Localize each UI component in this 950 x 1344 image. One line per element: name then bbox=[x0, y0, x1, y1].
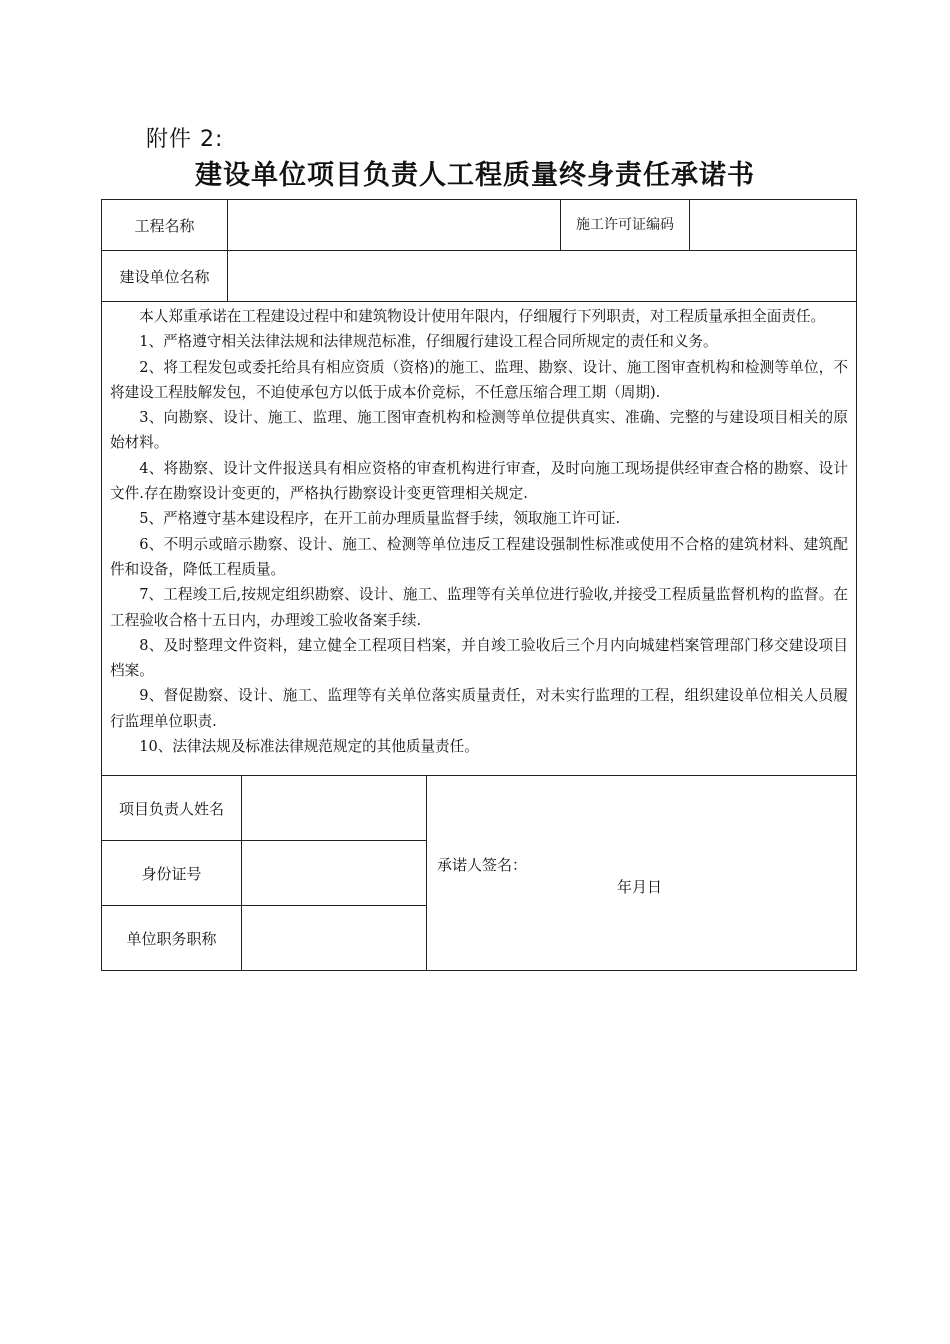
commitment-body bbox=[101, 301, 857, 776]
builder-label-text: 建设单位名称 bbox=[119, 267, 210, 286]
position-label bbox=[101, 905, 242, 971]
commitment-item: 9、督促勘察、设计、施工、监理等有关单位落实质量责任，对未实行监理的工程，组织建设单位相关人员履行监理单位职责. bbox=[110, 687, 848, 730]
project-name-label bbox=[101, 199, 228, 251]
commitment-item: 5、严格遵守基本建设程序，在开工前办理质量监督手续，领取施工许可证. bbox=[139, 510, 621, 528]
permit-field[interactable] bbox=[689, 199, 857, 251]
commitment-item: 3、向勘察、设计、施工、监理、施工图审查机构和检测等单位提供真实、准确、完整的与建设项目相关的原始材料。 bbox=[110, 409, 848, 452]
date-label: 年月日 bbox=[617, 878, 663, 896]
commitment-item: 4、将勘察、设计文件报送具有相应资格的审查机构进行审查，及时向施工现场提供经审查合格的勘察、设计文件.存在勘察设计变更的，严格执行勘察设计变更管理相关规定. bbox=[110, 459, 848, 503]
commitment-item: 2、将工程发包或委托给具有相应资质（资格)的施工、监理、勘察、设计、施工图审查机构和检测等单位，不将建设工程肢解发包，不迫使承包方以低于成本价竞标，不任意压缩合理工期（周期). bbox=[110, 358, 848, 401]
commitment-item: 8、及时整理文件资料，建立健全工程项目档案，并自竣工验收后三个月内向城建档案管理部门移交建设项目档案。 bbox=[110, 636, 848, 680]
builder-field[interactable] bbox=[227, 250, 857, 302]
project-name-label-text: 工程名称 bbox=[134, 216, 195, 235]
leader-name-label bbox=[101, 775, 242, 841]
signer-label: 承诺人签名： bbox=[437, 856, 528, 874]
attachment-label: 附件 2: bbox=[146, 127, 224, 152]
leader-name-field[interactable] bbox=[241, 775, 427, 841]
signature-field[interactable] bbox=[426, 775, 857, 971]
leader-name-label-text: 项目负责人姓名 bbox=[118, 799, 224, 818]
position-field[interactable] bbox=[241, 905, 427, 971]
project-name-field[interactable] bbox=[227, 199, 561, 251]
commitment-item: 10、法律法规及标准法律规范规定的其他质量责任。 bbox=[139, 738, 479, 756]
position-label-text: 单位职务职称 bbox=[126, 929, 217, 948]
id-label-text: 身份证号 bbox=[141, 864, 202, 883]
commitment-intro: 本人郑重承诺在工程建设过程中和建筑物设计使用年限内，仔细履行下列职责，对工程质量承担全面责任。 bbox=[139, 308, 826, 325]
document-title: 建设单位项目负责人工程质量终身责任承诺书 bbox=[195, 160, 755, 191]
commitment-item: 1、严格遵守相关法律法规和法律规范标准，仔细履行建设工程合同所规定的责任和义务。 bbox=[139, 333, 718, 351]
commitment-item: 6、不明示或暗示勘察、设计、施工、检测等单位违反工程建设强制性标准或使用不合格的建筑材料、建筑配件和设备，降低工程质量。 bbox=[110, 535, 848, 578]
permit-label bbox=[560, 199, 690, 251]
id-label bbox=[101, 840, 242, 906]
commitment-item: 7、工程竣工后,按规定组织勘察、设计、施工、监理等有关单位进行验收,并接受工程质量监督机构的监督。在工程验收合格十五日内，办理竣工验收备案手续. bbox=[110, 586, 848, 629]
id-field[interactable] bbox=[241, 840, 427, 906]
permit-label-text: 施工许可证编码 bbox=[576, 217, 674, 233]
builder-label bbox=[101, 250, 228, 302]
